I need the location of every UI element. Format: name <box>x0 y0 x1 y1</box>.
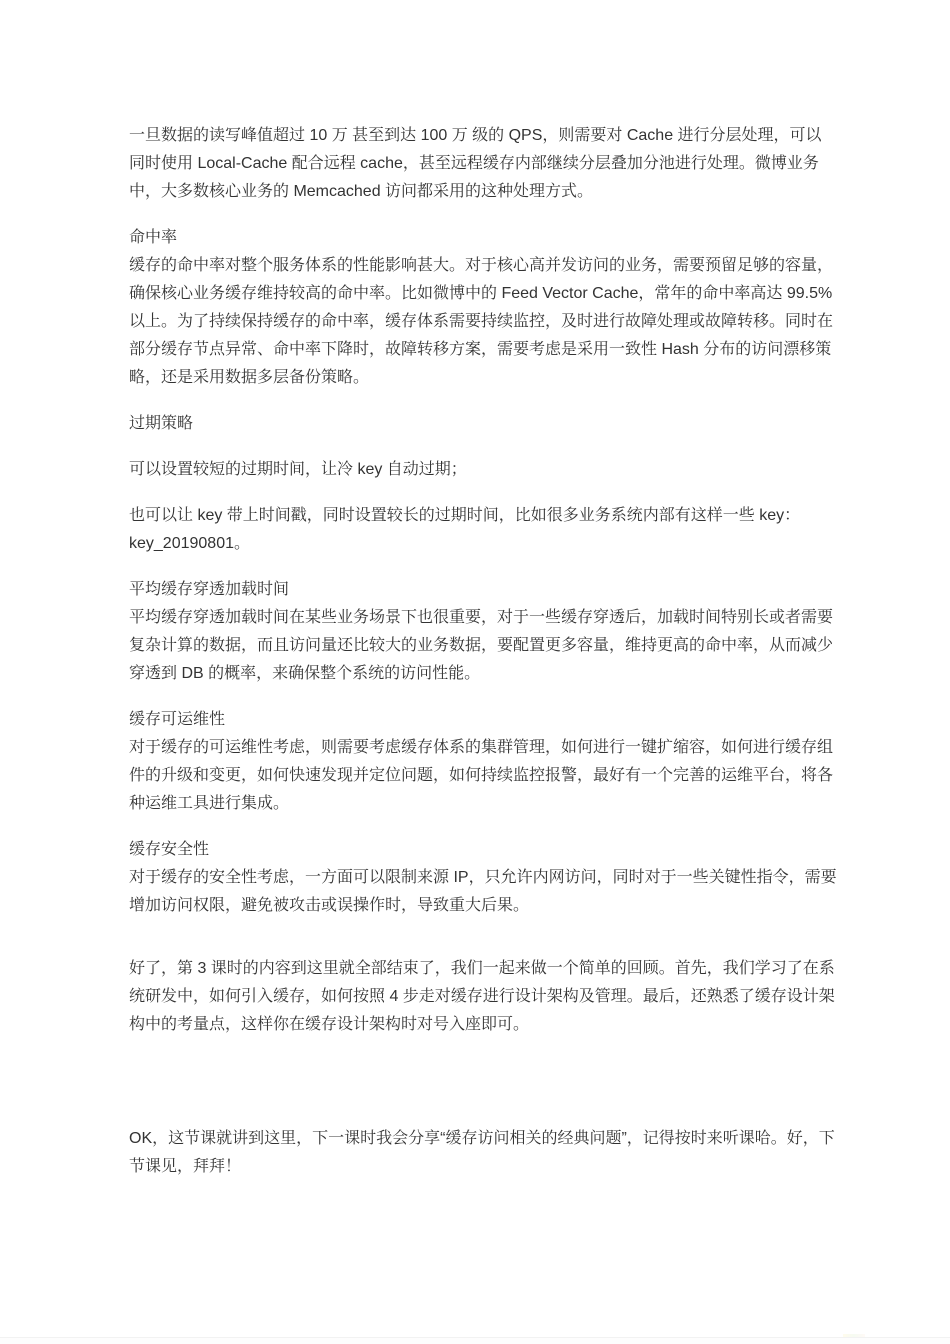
section-operability <box>129 706 837 818</box>
section-operability-title: 缓存可运维性 <box>129 711 226 728</box>
section-security <box>129 836 837 920</box>
section-security-title: 缓存安全性 <box>129 841 210 858</box>
paragraph-cache-sharding: 一旦数据的读写峰值超过 10 万 甚至到达 100 万 级的 QPS，则需要对 Cache 进行分层处理，可以同时使用 Local-Cache 配合远程 cache，甚至远程缓存内部继续分层叠加分池进行处理。微博业务中，大多数核心业务的 Memcached 访问都采用的这种处理方式。 <box>129 127 822 200</box>
section-hit-rate-body: 缓存的命中率对整个服务体系的性能影响甚大。对于核心高并发访问的业务，需要预留足够的容量，确保核心业务缓存维持较高的命中率。比如微博中的 Feed Vector Cache，常年的命中率高达 99.5% 以上。为了持续保持缓存的命中率，缓存体系需要持续监控，及时进行故障处理或故障转移。同时在部分缓存节点异常、命中率下降时，故障转移方案，需要考虑是采用一致性 Hash 分布的访问漂移策略，还是采用数据多层备份策略。 <box>129 257 834 386</box>
section-avg-penetration-load-time-title: 平均缓存穿透加载时间 <box>129 581 290 598</box>
section-hit-rate <box>129 224 837 392</box>
section-security-body: 对于缓存的安全性考虑，一方面可以限制来源 IP，只允许内网访问，同时对于一些关键性指令，需要增加访问权限，避免被攻击或误操作时，导致重大后果。 <box>129 869 837 914</box>
section-hit-rate-title: 命中率 <box>129 229 178 246</box>
section-avg-penetration-load-time <box>129 576 837 688</box>
paragraph-closing-remarks: OK，这节课就讲到这里，下一课时我会分享“缓存访问相关的经典问题”，记得按时来听课哈。好，下节课见，拜拜！ <box>129 1130 835 1175</box>
paragraph-short-expiry: 可以设置较短的过期时间，让冷 key 自动过期； <box>129 461 467 478</box>
paragraph-lesson-recap: 好了，第 3 课时的内容到这里就全部结束了，我们一起来做一个简单的回顾。首先，我们学习了在系统研发中，如何引入缓存，如何按照 4 步走对缓存进行设计架构及管理。最后，还熟悉了缓存设计架构中的考量点，这样你在缓存设计架构时对号入座即可。 <box>129 960 835 1033</box>
section-operability-body: 对于缓存的可运维性考虑，则需要考虑缓存体系的集群管理，如何进行一键扩缩容，如何进行缓存组件的升级和变更，如何快速发现并定位问题，如何持续监控报警，最好有一个完善的运维平台，将各种运维工具进行集成。 <box>129 739 834 812</box>
page-bottom-divider <box>0 1337 950 1344</box>
heading-expiry-policy: 过期策略 <box>129 415 194 432</box>
section-avg-penetration-load-time-body: 平均缓存穿透加载时间在某些业务场景下也很重要，对于一些缓存穿透后，加载时间特别长或者需要复杂计算的数据，而且访问量还比较大的业务数据，要配置更多容量，维持更高的命中率，从而减少穿透到 DB 的概率，来确保整个系统的访问性能。 <box>129 609 834 682</box>
paragraph-key-timestamp: 也可以让 key 带上时间戳，同时设置较长的过期时间，比如很多业务系统内部有这样一些 key：key_20190801。 <box>129 507 801 552</box>
document-body <box>129 122 837 1199</box>
